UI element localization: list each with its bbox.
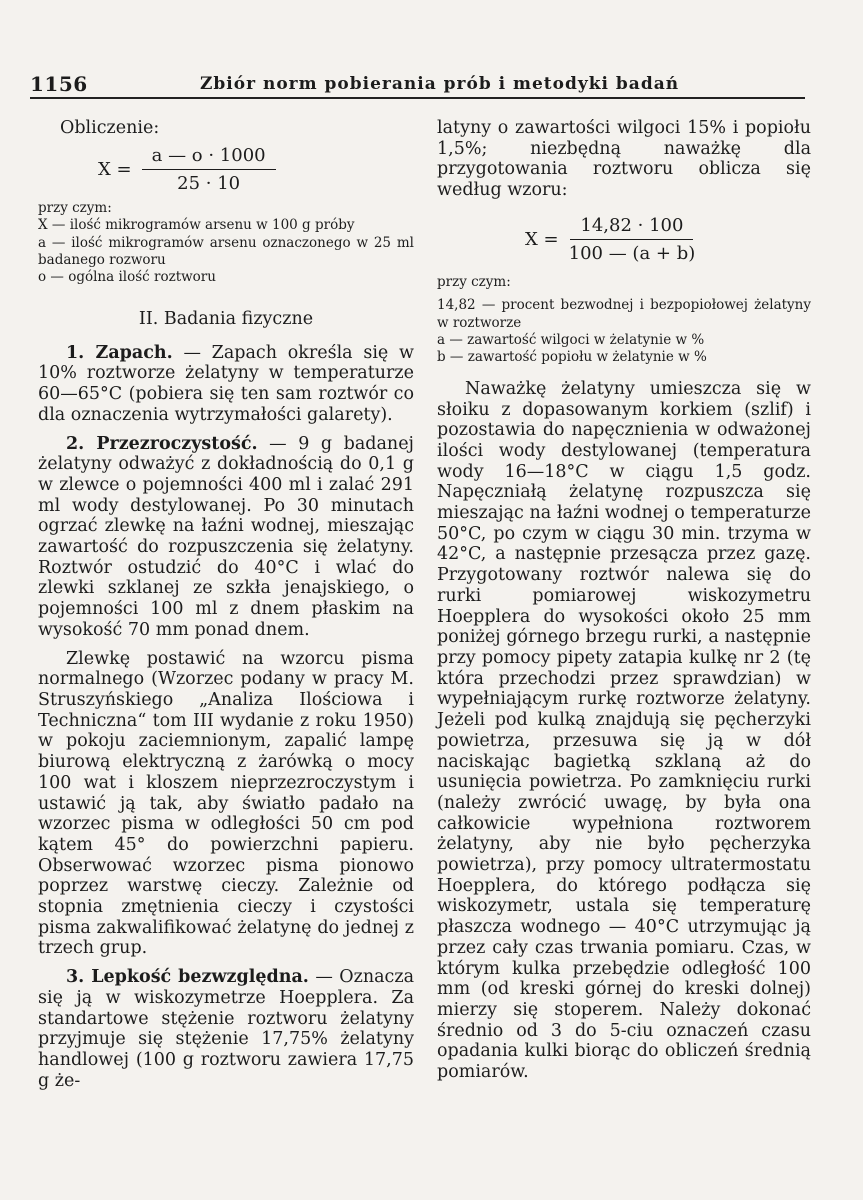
variable-definitions <box>38 200 414 287</box>
left-column <box>38 118 414 1091</box>
paragraph-body: — 9 g badanej żelatyny odważyć z dokładnością do 0,1 g w zlewce o pojemności 400 ml i zalać 291 ml wody destylowanej. Po 30 minutach ogrzać zlewkę na łaźni wodnej, mieszając zawartość do rozpuszczenia się żelatyny. Roztwór ostudzić do 40°C i wlać do zlewki szklanej ze szkła jenajskiego, o pojemności 100 ml z dnem płaskim na wysokość 70 mm ponad dnem. <box>38 433 414 640</box>
paragraph-method: Naważkę żelatyny umieszcza się w słoiku z dopasowanym korkiem (szlif) i pozostawia do napęcznienia w odważonej ilości wody destylowanej (temperatura wody 16—18°C w ciągu 1,5 godz. Napęczniałą żelatynę rozpuszcza się mieszając na łaźni wodnej o temperaturze 50°C, po czym w ciągu 30 min. trzyma w 42°C, a następnie przesącza przez gazę. Przygotowany roztwór nalewa się do rurki pomiarowej wiskozymetru Hoepplera do wysokości około 25 mm poniżej górnego brzegu rurki, a następnie przy pomocy pipety zatapia kulkę nr 2 (tę która przechodzi przez sprawdzian) w wypełniającym rurkę roztworze żelatyny. Jeżeli pod kulką znajdują się pęcherzyki powietrza, przesuwa się ją w dół naciskając bagietką szklaną aż do usunięcia powietrza. Po zamknięciu rurki (należy zwrócić uwagę, by była ona całkowicie wypełniona roztworem żelatyny, aby nie było pęcherzyka powietrza), przy pomocy ultratermostatu Hoepplera, do którego podłącza się wiskozymetr, ustala się temperaturę płaszcza wodnego — 40°C utrzymując ją przez cały czas trwania pomiaru. Czas, w którym kulka przebędzie odległość 100 mm (od kreski górnej do kreski dolnej) mierzy się stoperem. Należy dokonać średnio od 3 do 5-ciu oznaczeń czasu opadania kulki biorąc do obliczeń średnią pomiarów. <box>437 378 811 1083</box>
formula-fraction <box>142 145 276 194</box>
formula-numerator: a — o · 1000 <box>142 145 276 170</box>
formula-lhs: X = <box>525 228 559 250</box>
formula-fraction <box>569 215 696 264</box>
header-rule <box>30 97 805 99</box>
formula-numerator: 14,82 · 100 <box>570 215 693 240</box>
section-heading: II. Badania fizyczne <box>138 308 314 329</box>
paragraph-body: — Oznacza się ją w wiskozymetrze Hoepplera. Za standartowe stężenie roztworu żelatyny przyjmuje się stężenie 17,75% żelatyny handlowej (100 g roztworu zawiera 17,75 g że- <box>38 967 414 1091</box>
definition-o: o — ogólna ilość roztworu <box>38 269 216 286</box>
page-number: 1156 <box>30 72 88 96</box>
definition-1482: 14,82 — procent bezwodnej i bezpopiołowej żelatyny w roztworze <box>437 297 811 331</box>
where-label: przy czym: <box>437 273 511 290</box>
formula-sample-weight <box>525 215 811 264</box>
paragraph-heading: 1. Zapach. <box>66 342 173 363</box>
formula-denominator: 100 — (a + b) <box>568 242 696 264</box>
paragraph-viscosity <box>38 967 414 1091</box>
definition-a: a — ilość mikrogramów arsenu oznaczonego w 25 ml badanego rozworu <box>38 234 414 268</box>
right-column <box>437 118 811 1083</box>
paragraph-transparency <box>38 434 414 641</box>
calc-label: Obliczenie: <box>60 118 160 138</box>
definition-b: b — zawartość popiołu w żelatynie w % <box>437 349 707 366</box>
definition-a: a — zawartość wilgoci w żelatynie w % <box>437 332 705 349</box>
paragraph-procedure: Zlewkę postawić na wzorcu pisma normalnego (Wzorzec podany w pracy M. Struszyńskiego „Analiza Ilościowa i Techniczna“ tom III wydanie z roku 1950) w pokoju zaciemnionym, zapalić lampę biurową elektryczną z żarówką o mocy 100 wat i kloszem nieprzezroczystym i ustawić ją tak, aby światło padało na wzorzec pisma w odległości 50 cm pod kątem 45° do powierzchni papieru. Obserwować wzorzec pisma pionowo poprzez warstwę cieczy. Zależnie od stopnia zmętnienia cieczy i czystości pisma zakwalifikować żelatynę do jednej z trzech grup. <box>38 648 414 959</box>
where-label: przy czym: <box>38 199 112 216</box>
paragraph-heading: 3. Lepkość bezwzględna. <box>66 967 309 988</box>
paragraph-body: — Zapach określa się w 10% roztworze żelatyny w temperaturze 60—65°C (pobiera się ten sam roztwór co dla oznaczenia wytrzymałości galarety). <box>38 342 414 425</box>
formula-denominator: 25 · 10 <box>177 172 241 194</box>
definition-x: X — ilość mikrogramów arsenu w 100 g próby <box>38 217 355 234</box>
paragraph-heading: 2. Przezroczystość. <box>66 433 258 454</box>
paragraph-continuation: latyny o zawartości wilgoci 15% i popiołu 1,5%; niezbędną naważkę dla przygotowania roztworu oblicza się według wzoru: <box>437 118 811 201</box>
paragraph-smell <box>38 343 414 426</box>
variable-definitions <box>437 274 811 367</box>
formula-arsenic <box>98 145 414 194</box>
running-header: Zbiór norm pobierania prób i metodyki badań <box>200 74 680 94</box>
formula-lhs: X = <box>98 158 132 180</box>
